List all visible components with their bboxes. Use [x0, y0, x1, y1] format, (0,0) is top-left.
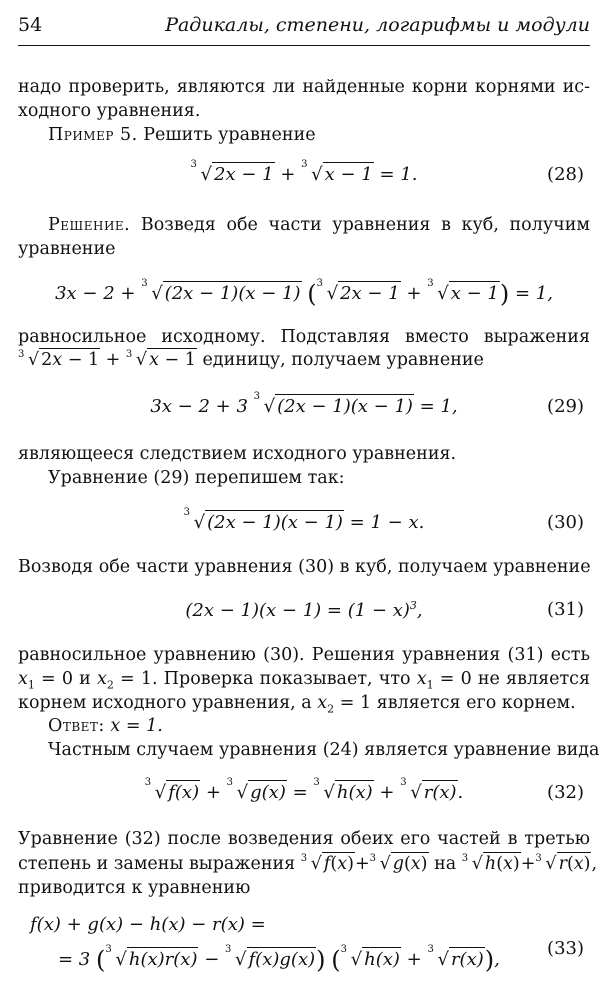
equation-29-body: 3x − 2 + 3 3 √ (2x − 1)(x − 1) = 1, [150, 391, 458, 417]
equation-number: (33) [547, 938, 584, 959]
text-fragment: на [434, 854, 457, 874]
answer-line [18, 713, 590, 739]
solution-text: Возведя обе части уравнения в куб, получим [140, 215, 590, 235]
text-fragment: = 0 не является [439, 669, 590, 689]
running-title: Радикалы, степени, логарифмы и модули [165, 14, 590, 36]
equation-30-body: 3 √ (2x − 1)(x − 1) = 1 − x. [183, 507, 425, 533]
text-line: ходного уравнения. [18, 101, 201, 121]
text-line: Возводя обе части уравнения (30) в куб, получаем уравнение [18, 557, 591, 577]
text-fragment: = 1 является его корнем. [339, 693, 576, 713]
text-line: надо проверить, являются ли найденные корни корнями ис- [18, 77, 590, 97]
solution-line [18, 212, 590, 238]
equation-32 [18, 778, 590, 812]
equation-cubed-body: 3x − 2 + 3 √ (2x − 1)(x − 1) ( 3 √ 2x − 1 + 3 √ x − 1) = 1, [55, 278, 553, 308]
equation-number: (30) [547, 512, 584, 533]
equation-30 [18, 508, 590, 542]
equation-cubed [18, 276, 590, 310]
equation-33-line2 [18, 938, 590, 976]
page-number: 54 [18, 14, 43, 36]
page-header [18, 14, 590, 44]
text-fragment: единицу, получаем уравнение [202, 350, 484, 370]
equation-number: (32) [547, 782, 584, 803]
text-line: равносильное исходному. Подставляя вместо выражения [18, 327, 590, 347]
equation-number: (28) [547, 164, 584, 185]
equation-number: (29) [547, 396, 584, 417]
equation-33-line1 [18, 910, 590, 944]
text-line: приводится к уравнению [18, 878, 251, 898]
text-fragment: степень и замены выражения [18, 854, 296, 874]
equation-31 [18, 595, 590, 629]
equation-28-body: 3 √ 2x − 1 + 3 √ x − 1 = 1. [190, 159, 418, 185]
equation-29 [18, 392, 590, 426]
text-line: уравнение [18, 239, 116, 259]
answer-label: Ответ: [48, 716, 105, 736]
header-rule [18, 45, 590, 46]
text-line: степень и замены выражения 3 √ f(x)+ 3 √ g(x) на 3 √ h(x)+ 3 √ r(x), [18, 853, 598, 874]
equation-33-bottom: = 3 ( 3 √ h(x)r(x) − 3 √ f(x)g(x)) ( 3 √ h(x) + 3 √ r(x)), [58, 944, 500, 974]
text-fragment: = 1. Проверка показывает, что [120, 669, 411, 689]
text-line: Уравнение (32) после возведения обеих его частей в третью [18, 829, 590, 849]
equation-number: (31) [547, 599, 584, 620]
text-fragment: = 0 и [41, 669, 91, 689]
text-line: Частным случаем уравнения (24) является уравнение вида [48, 740, 600, 760]
text-line: 3 √ 2x − 1 + 3 √ x − 1 единицу, получаем уравнение [18, 349, 484, 370]
solution-label: Решение. [48, 215, 131, 235]
text-line: Уравнение (29) перепишем так: [48, 468, 345, 488]
example-label: Пример 5. [48, 125, 138, 145]
equation-31-body: $(2x - 1)(x - 1) = (1 - x)^3$, [185, 599, 423, 621]
text-line: корнем исходного уравнения, а $x_2 = 1$ является его корнем. [18, 693, 576, 716]
example-heading [18, 122, 590, 148]
equation-32-body: 3 √ f(x) + 3 √ g(x) = 3 √ h(x) + 3 √ r(x). [144, 777, 464, 803]
text-fragment: корнем исходного уравнения, а [18, 693, 312, 713]
example-text: Решить уравнение [143, 125, 316, 145]
equation-33-top: f(x) + g(x) − h(x) − r(x) = [30, 914, 266, 935]
text-line: являющееся следствием исходного уравнения. [18, 444, 457, 464]
page: 54 Радикалы, степени, логарифмы и модули надо проверить, являются ли найденные корни корнями ис- ходного уравнения. Пример 5. Решить уравнение 3 √ 2x − 1 + 3 √ x − 1 = 1. (28) Решение. Возведя обе части уравнения в куб, получим уравнение 3x − 2 + 3 √ (2x − 1)(x − 1) ( 3 √ 2x − 1 + 3 √ x − 1) = 1, равносильное исходному. Подставляя вместо выражения 3 √ 2x − 1 + 3 √ x − 1 единицу, получаем уравнение 3x − 2 + 3 3 √ (2x − 1)(x − 1) = 1, (29) являющееся следствием исходного уравнения. Уравнение (29) перепишем так: 3 √ (2x − 1)(x − 1) = 1 − x. (30) Возводя обе части уравнения (30) в куб, получаем уравнение $(2x - 1)(x - 1) = (1 - x)^3$, (31) равносильное уравнению (30). Решения уравнения (31) есть $x_1 = 0$ и $x_2 = 1$. Проверка показывает, что $x_1 = 0$ не является корнем исходного уравнения, а $x_2 = 1$ является его корнем. Ответ: x = 1. Частным случаем уравнения (24) является уравнение вида 3 √ f(x) + 3 √ g(x) = 3 √ h(x) + 3 √ r(x). (32) Уравнение (32) после возведения обеих его частей в третью степень и замены выражения 3 √ f(x)+ 3 √ g(x) на 3 √ h(x)+ 3 √ r(x), приводится к уравнению f(x) + g(x) − h(x) − r(x) = = 3 ( 3 √ h(x)r(x) − 3 √ f(x)g(x)) ( 3 √ h(x) + 3 √ r(x)), (33) [18, 14, 600, 974]
text-line: равносильное уравнению (30). Решения уравнения (31) есть [18, 645, 590, 665]
answer-text: x = 1. [110, 716, 163, 736]
equation-28 [18, 160, 590, 194]
